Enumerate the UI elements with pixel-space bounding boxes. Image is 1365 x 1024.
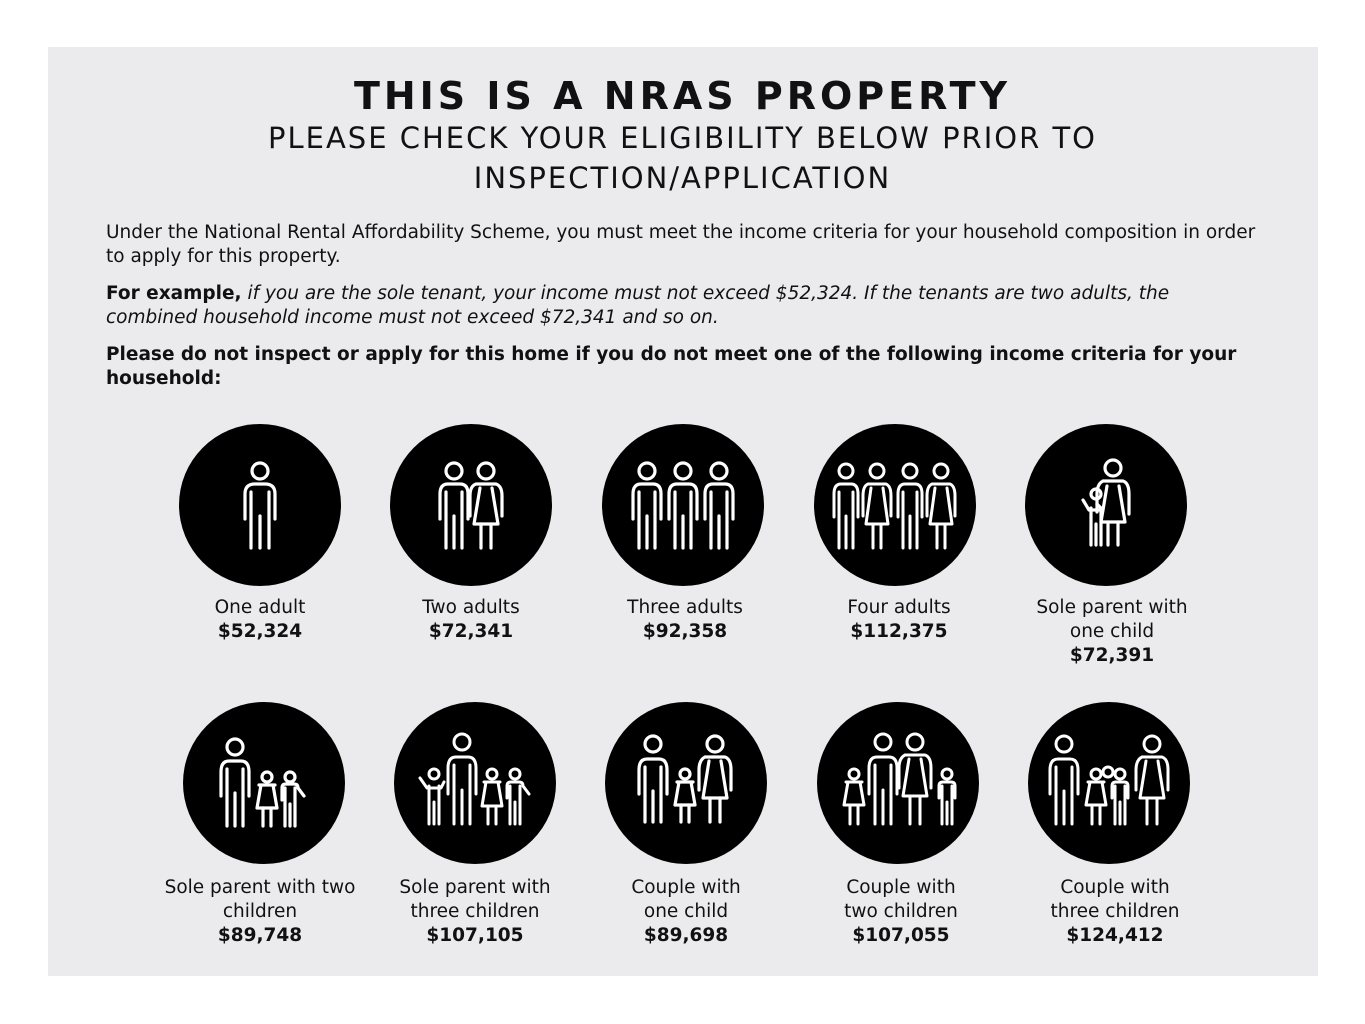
household-icon-circle-7 <box>605 702 767 864</box>
example-paragraph <box>106 282 1266 330</box>
three-adults-icon <box>602 424 764 586</box>
household-name: Couple with <box>846 877 956 898</box>
household-name: Sole parent with <box>399 877 551 898</box>
household-name: Couple with <box>631 877 741 898</box>
household-label-8 <box>781 876 1021 948</box>
household-label-5 <box>140 876 380 948</box>
couple-two-children-icon <box>817 702 979 864</box>
household-name-line-2: three children <box>410 901 540 922</box>
household-icon-circle-2 <box>602 424 764 586</box>
household-name: Four adults <box>847 597 951 618</box>
household-label-2 <box>565 596 805 644</box>
warning-paragraph: Please do not inspect or apply for this home if you do not meet one of the following income criteria for your household: <box>106 344 1237 389</box>
household-income: $112,375 <box>850 621 948 642</box>
one-adult-icon <box>179 424 341 586</box>
household-name: Two adults <box>422 597 520 618</box>
household-name-line-2: children <box>222 901 298 922</box>
household-icon-circle-5 <box>183 702 345 864</box>
household-income: $72,391 <box>1069 645 1155 666</box>
sole-parent-three-children-icon <box>394 702 556 864</box>
page-subtitle <box>0 118 1365 198</box>
page-title: THIS IS A NRAS PROPERTY <box>353 74 1012 118</box>
household-icon-circle-8 <box>817 702 979 864</box>
household-income: $92,358 <box>642 621 728 642</box>
household-label-4 <box>992 596 1232 668</box>
household-name-line-2: one child <box>643 901 729 922</box>
household-icon-circle-1 <box>390 424 552 586</box>
household-income: $107,105 <box>426 925 524 946</box>
household-label-0 <box>140 596 380 644</box>
couple-one-child-icon <box>605 702 767 864</box>
example-text: if you are the sole tenant, your income must not exceed $52,324. If the tenants are two adults, the combined household income must not exceed $72,341 and so on. <box>106 283 1170 328</box>
household-name-line-2: two children <box>844 901 958 922</box>
household-icon-circle-0 <box>179 424 341 586</box>
household-label-1 <box>351 596 591 644</box>
couple-three-children-icon <box>1028 702 1190 864</box>
two-adults-icon <box>390 424 552 586</box>
household-label-7 <box>566 876 806 948</box>
household-income: $89,698 <box>643 925 729 946</box>
household-income: $107,055 <box>852 925 950 946</box>
household-name: One adult <box>214 597 306 618</box>
household-name: Three adults <box>627 597 743 618</box>
subtitle-line-1: PLEASE CHECK YOUR ELIGIBILITY BELOW PRIOR TO <box>267 121 1097 155</box>
intro-paragraph: Under the National Rental Affordability Scheme, you must meet the income criteria for your household composition in order to apply for this property. <box>106 222 1256 267</box>
sole-parent-two-children-icon <box>183 702 345 864</box>
household-icon-circle-9 <box>1028 702 1190 864</box>
household-icon-circle-4 <box>1025 424 1187 586</box>
household-icon-circle-3 <box>814 424 976 586</box>
household-icon-circle-6 <box>394 702 556 864</box>
household-label-6 <box>355 876 595 948</box>
subtitle-line-2: INSPECTION/APPLICATION <box>473 161 892 195</box>
household-income: $52,324 <box>217 621 303 642</box>
four-adults-icon <box>814 424 976 586</box>
household-income: $89,748 <box>217 925 303 946</box>
household-name: Sole parent with two <box>164 877 356 898</box>
household-label-9 <box>995 876 1235 948</box>
household-name: Couple with <box>1060 877 1170 898</box>
sole-parent-one-child-icon <box>1025 424 1187 586</box>
household-income: $124,412 <box>1066 925 1164 946</box>
household-name-line-2: three children <box>1050 901 1180 922</box>
household-name: Sole parent with <box>1036 597 1188 618</box>
example-lead: For example, <box>106 283 242 304</box>
household-income: $72,341 <box>428 621 514 642</box>
household-name-line-2: one child <box>1069 621 1155 642</box>
household-label-3 <box>779 596 1019 644</box>
